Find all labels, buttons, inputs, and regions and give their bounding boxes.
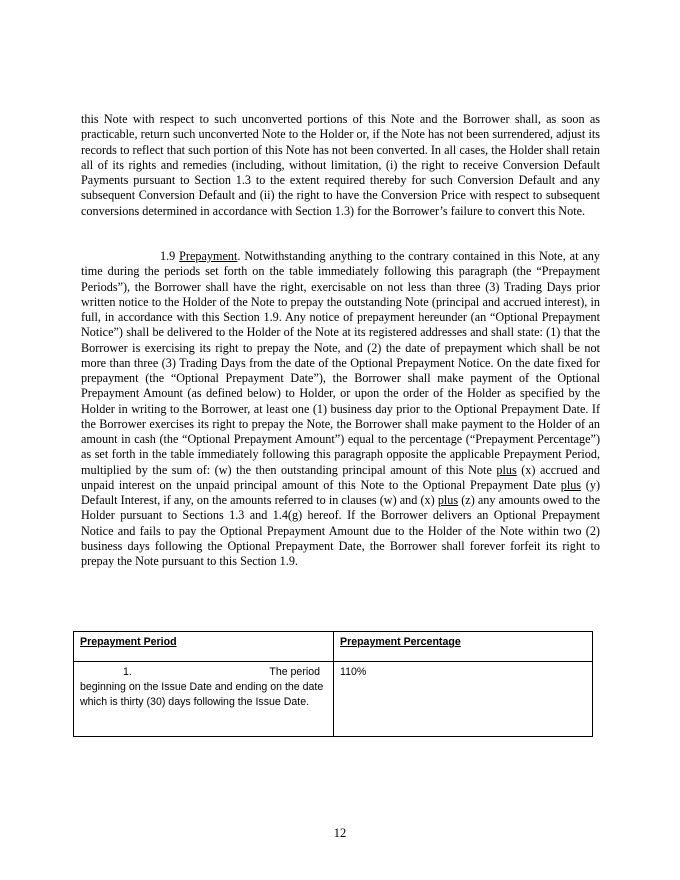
percentage-cell — [334, 662, 593, 737]
subsection-letter: g — [292, 508, 299, 523]
section-text-c: (y) Default Interest, if any, on the amounts referred to in clauses (w) and (x) — [81, 477, 600, 507]
table-row — [74, 662, 593, 737]
section-number: 1.9 — [160, 249, 176, 263]
period-text: beginning on the Issue Date and ending on the date which is thirty (30) days following the Issue Date. — [80, 681, 324, 708]
prepayment-period-header: Prepayment Period — [80, 636, 177, 648]
section-text-b: (x) accrued and unpaid interest on the unpaid principal amount of this Note to the Optional Prepayment Date — [81, 462, 600, 492]
plus-term: plus — [437, 493, 459, 507]
section-heading: Prepayment — [179, 249, 238, 263]
item-number: 1. — [123, 666, 132, 678]
table-header-row — [74, 632, 593, 662]
prepayment-table — [73, 631, 593, 737]
period-lead: The period — [269, 666, 320, 678]
plus-term: plus — [560, 477, 582, 492]
table-header-cell — [334, 632, 593, 662]
period-cell — [74, 662, 334, 737]
section-1-9-paragraph — [81, 249, 600, 569]
section-text-a: . Notwithstanding anything to the contrary contained in this Note, at any time during the periods set forth on the table immediately following this paragraph (the “Prepayment Periods”), the Borrower shall have the right, exercisable on not less than three (3) Trading Days prior written notice to the Holder of the Note to prepay the outstanding Note (principal and accrued interest), in full, in accordance with this Section 1.9. Any notice of prepayment hereunder (an “Optional Prepayment Notice”) shall be delivered to the Holder of the Note at its registered addresses and shall state: (1) that the Borrower is exercising its right to prepay the Note, and (2) the date of prepayment which shall be not more than three (3) Trading Days from the date of the Optional Prepayment Notice. On the date fixed for prepayment (the “Optional Prepayment Date”), the Borrower shall make payment of the Optional Prepayment Amount (as defined below) to Holder, or upon the order of the Holder as specified by the Holder in writing to the Borrower, at least one (1) business day prior to the Optional Prepayment Date. If the Borrower exercises its right to prepay the Note, the Borrower shall make payment to the Holder of an amount in cash (the “Optional Prepayment Amount”) equal to the percentage (“Prepayment Percentage”) as set forth in the table immediately following this paragraph opposite the applicable Prepayment Period, multiplied by the sum of: (w) the then outstanding principal amount of this Note — [81, 249, 600, 477]
section-text-d: (z) any amounts owed to the Holder pursuant to Sections 1.3 and 1.4( — [81, 493, 600, 523]
table-header-cell — [74, 632, 334, 662]
percentage-value: 110% — [340, 666, 367, 678]
period-first-line — [80, 665, 327, 680]
prepayment-percentage-header: Prepayment Percentage — [340, 636, 461, 648]
section-text-e: ) hereof. If the Borrower delivers an Optional Prepayment Notice and fails to pay the Optional Prepayment Amount due to the Holder of the Note within two (2) business days following the Optional Prepayment Date, the Borrower shall forever forfeit its right to prepay the Note pursuant to this Section 1.9. — [81, 508, 601, 568]
plus-term: plus — [496, 462, 517, 477]
page-number: 12 — [333, 826, 347, 840]
paragraph-continued: this Note with respect to such unconverted portions of this Note and the Borrower shall, as soon as practicable, return such unconverted Note to the Holder or, if the Note has not been surrendered, adjust its records to reflect that such portion of this Note has not been converted. In all cases, the Holder shall retain all of its rights and remedies (including, without limitation, (i) the right to receive Conversion Default Payments pursuant to Section 1.3 to the extent required thereby for such Conversion Default and any subsequent Conversion Default and (ii) the right to have the Conversion Price with respect to subsequent conversions determined in accordance with Section 1.3) for the Borrower’s failure to convert this Note. — [81, 112, 600, 218]
